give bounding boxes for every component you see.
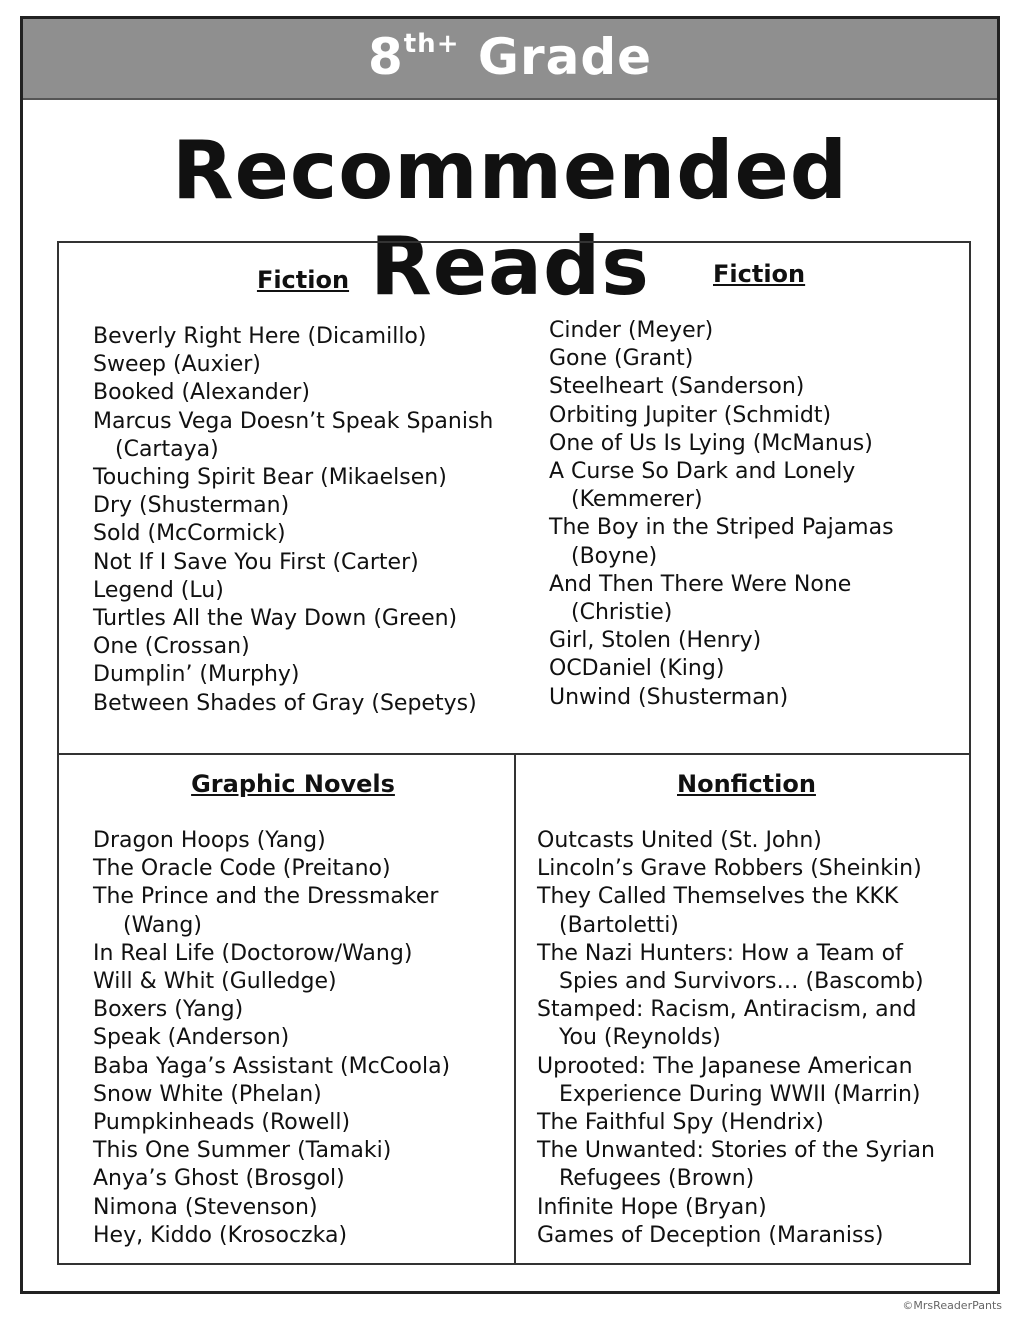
book-item: Turtles All the Way Down (Green) bbox=[93, 606, 458, 632]
book-item: Touching Spirit Bear (Mikaelsen) bbox=[93, 465, 447, 491]
book-list bbox=[549, 317, 949, 712]
book-item: Lincoln’s Grave Robbers (Sheinkin) bbox=[537, 856, 922, 882]
book-item: Booked (Alexander) bbox=[93, 380, 310, 406]
book-item: Pumpkinheads (Rowell) bbox=[93, 1110, 351, 1136]
book-item: Sweep (Auxier) bbox=[93, 352, 261, 378]
book-item: Orbiting Jupiter (Schmidt) bbox=[549, 402, 832, 428]
book-item: Baba Yaga’s Assistant (McCoola) bbox=[93, 1053, 451, 1079]
book-item: Stamped: Racism, Antiracism, and You (Reynolds) bbox=[537, 997, 917, 1051]
book-item: This One Summer (Tamaki) bbox=[93, 1138, 392, 1164]
book-item: Dumplin’ (Murphy) bbox=[93, 662, 300, 688]
book-item: A Curse So Dark and Lonely (Kemmerer) bbox=[549, 459, 856, 513]
book-item: They Called Themselves the KKK (Bartoletti) bbox=[537, 884, 899, 938]
book-list bbox=[537, 827, 947, 1250]
book-item: Not If I Save You First (Carter) bbox=[93, 549, 419, 575]
section-heading: Nonfiction bbox=[677, 770, 816, 798]
book-grid bbox=[57, 241, 971, 1265]
book-item: Dragon Hoops (Yang) bbox=[93, 828, 326, 853]
grade-word: Grade bbox=[477, 28, 653, 86]
book-item: Cinder (Meyer) bbox=[549, 318, 714, 343]
section-heading: Graphic Novels bbox=[191, 770, 395, 798]
book-item: Will & Whit (Gulledge) bbox=[93, 969, 337, 995]
section-fiction-2 bbox=[549, 259, 949, 712]
grade-suffix: th+ bbox=[403, 29, 460, 59]
book-item: Unwind (Shusterman) bbox=[549, 684, 789, 710]
book-item: Girl, Stolen (Henry) bbox=[549, 628, 762, 654]
page-frame bbox=[20, 16, 1000, 1294]
book-item: Beverly Right Here (Dicamillo) bbox=[93, 324, 427, 349]
section-graphic-novels bbox=[93, 769, 503, 1250]
book-item: One (Crossan) bbox=[93, 634, 250, 660]
book-item: Legend (Lu) bbox=[93, 577, 224, 603]
book-item: Speak (Anderson) bbox=[93, 1025, 290, 1051]
book-item: The Oracle Code (Preitano) bbox=[93, 856, 391, 882]
book-item: The Prince and the Dressmaker (Wang) bbox=[93, 884, 439, 938]
book-list bbox=[93, 323, 513, 718]
section-heading: Fiction bbox=[256, 266, 350, 294]
book-list bbox=[93, 827, 503, 1250]
book-item: Hey, Kiddo (Krosoczka) bbox=[93, 1222, 348, 1248]
book-item: In Real Life (Doctorow/Wang) bbox=[93, 940, 413, 966]
book-item: Infinite Hope (Bryan) bbox=[537, 1194, 767, 1220]
book-item: OCDaniel (King) bbox=[549, 656, 725, 682]
book-item: Uprooted: The Japanese American Experience During WWII (Marrin) bbox=[537, 1053, 921, 1107]
book-item: Marcus Vega Doesn’t Speak Spanish (Cartaya) bbox=[93, 408, 494, 462]
book-item: Anya’s Ghost (Brosgol) bbox=[93, 1166, 345, 1192]
book-item: Steelheart (Sanderson) bbox=[549, 374, 805, 400]
book-item: One of Us Is Lying (McManus) bbox=[549, 430, 873, 456]
book-item: The Faithful Spy (Hendrix) bbox=[537, 1110, 824, 1136]
book-item: The Boy in the Striped Pajamas (Boyne) bbox=[549, 515, 894, 569]
book-item: Boxers (Yang) bbox=[93, 997, 244, 1023]
grade-title bbox=[368, 29, 652, 85]
book-item: Dry (Shusterman) bbox=[93, 493, 290, 519]
vertical-divider bbox=[514, 753, 516, 1263]
book-item: Sold (McCormick) bbox=[93, 521, 286, 547]
book-item: The Unwanted: Stories of the Syrian Refugees (Brown) bbox=[537, 1138, 935, 1192]
book-item: And Then There Were None (Christie) bbox=[549, 571, 852, 626]
book-item: Between Shades of Gray (Sepetys) bbox=[93, 690, 477, 716]
section-fiction-1 bbox=[93, 265, 513, 718]
book-item: Gone (Grant) bbox=[549, 346, 694, 372]
copyright-notice: ©MrsReaderPants bbox=[902, 1299, 1002, 1312]
grade-banner bbox=[23, 19, 997, 100]
book-item: Nimona (Stevenson) bbox=[93, 1194, 318, 1220]
page-title: Recommended Reads bbox=[172, 124, 848, 313]
book-item: Outcasts United (St. John) bbox=[537, 828, 822, 853]
grade-number: 8 bbox=[367, 28, 404, 86]
book-item: Snow White (Phelan) bbox=[93, 1081, 322, 1107]
book-item: The Nazi Hunters: How a Team of Spies and Survivors… (Bascomb) bbox=[537, 940, 924, 995]
book-item: Games of Deception (Maraniss) bbox=[537, 1222, 884, 1248]
section-heading: Fiction bbox=[713, 260, 806, 288]
section-nonfiction bbox=[537, 769, 947, 1250]
